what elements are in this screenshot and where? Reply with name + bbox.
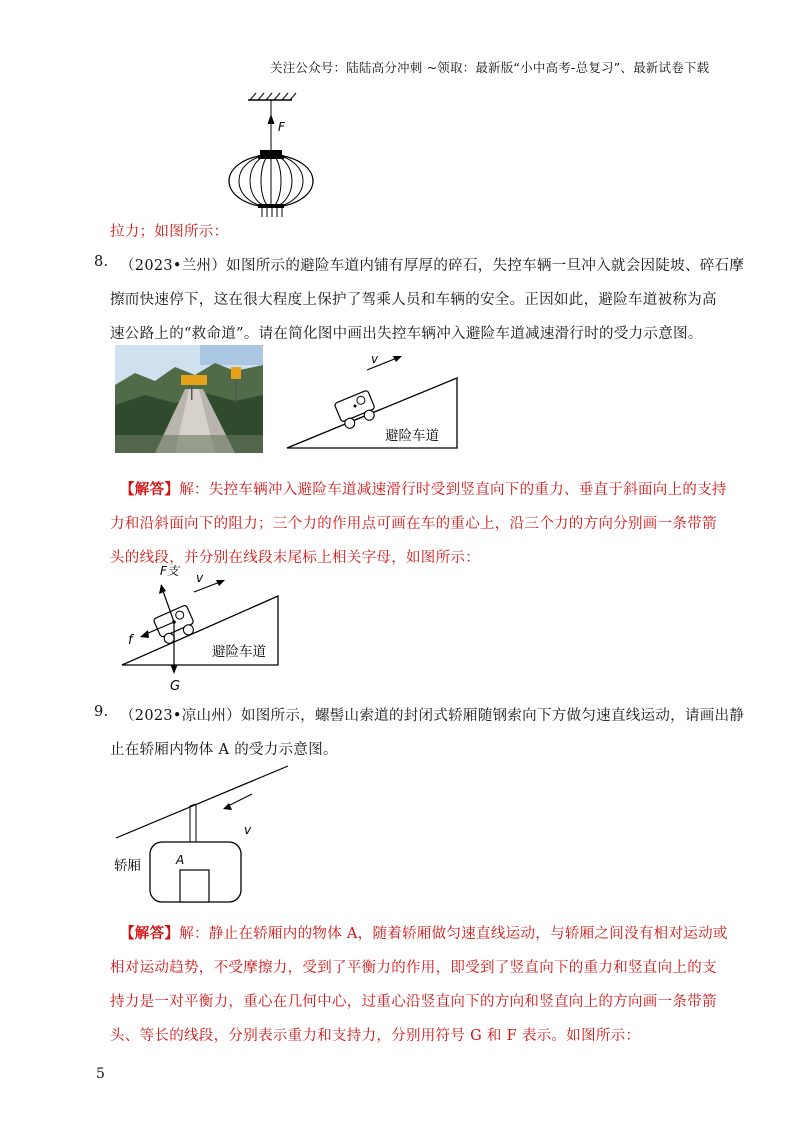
lantern-figure: [222, 92, 322, 217]
friction-label: f: [128, 633, 133, 648]
q9-answer-line-3: 持力是一对平衡力，重心在几何中心，过重心沿竖直向下的方向和竖直向上的方向画一条带箭: [110, 994, 717, 1010]
gravity-arrow-icon: [171, 665, 178, 674]
q8-ramp-diagram: [285, 350, 465, 450]
q7-answer-text: 拉力；如图所示：: [110, 224, 229, 240]
q8-line-3: 速公路上的“救命道”。请在简化图中画出失控车辆冲入避险车道减速滑行时的受力示意图。: [110, 326, 703, 342]
answer-tag: 【解答】: [120, 925, 180, 942]
q9-answer-line-4: 头、等长的线段，分别表示重力和支持力，分别用符号 G 和 F 表示。如图所示：: [110, 1028, 641, 1044]
escape-ramp-photo: [115, 345, 263, 453]
q8-answer-line-1: 【解答】解：失控车辆冲入避险车道减速滑行时受到竖直向下的重力、垂直于斜面向上的支持: [120, 481, 727, 498]
page-number: 5: [96, 1066, 105, 1082]
force-arrow-icon: [268, 114, 275, 124]
q8-line-1: （2023•兰州）如图所示的避险车道内铺有厚厚的碎石，失控车辆一旦冲入就会因陡坡、碎石摩: [120, 258, 745, 274]
q9-cable-car-diagram: [110, 762, 290, 910]
q9-number: 9.: [94, 704, 109, 720]
velocity-label: v: [196, 571, 204, 585]
ramp-label: 避险车道: [385, 428, 439, 444]
q9-line-2: 止在轿厢内物体 A 的受力示意图。: [110, 742, 338, 758]
velocity-label: v: [244, 823, 252, 837]
q8-answer-line-3: 头的线段，并分别在线段末尾标上相关字母，如图所示：: [110, 550, 480, 566]
ramp-label: 避险车道: [212, 644, 266, 660]
object-label: A: [176, 853, 185, 867]
q8-line-2: 擦而快速停下，这在很大程度上保护了驾乘人员和车辆的安全。正因如此，避险车道被称为高: [110, 292, 717, 308]
support-force-label: F支: [160, 564, 179, 578]
support-force-arrow-icon: [159, 584, 166, 594]
gravity-label: G: [170, 679, 181, 694]
cabin-label: 轿厢: [114, 858, 141, 874]
answer-tag: 【解答】: [120, 481, 180, 498]
friction-arrow-icon: [140, 630, 149, 638]
velocity-arrow-icon: [223, 803, 232, 810]
page-header: 关注公众号：陆陆高分冲刺 ~领取：最新版“小中高考-总复习”、最新试卷下载: [270, 60, 710, 75]
q8-force-diagram: [120, 560, 290, 700]
q8-number: 8.: [94, 254, 109, 270]
q9-answer-line-2: 相对运动趋势，不受摩擦力，受到了平衡力的作用，即受到了竖直向下的重力和竖直向上的支: [110, 960, 717, 976]
q9-line-1: （2023•凉山州）如图所示，螺髻山索道的封闭式轿厢随钢索向下方做匀速直线运动，请画出静: [120, 708, 745, 724]
q8-answer-line-2: 力和沿斜面向下的阻力；三个力的作用点可画在车的重心上，沿三个力的方向分别画一条带箭: [110, 516, 717, 532]
q9-answer-line-1: 【解答】解：静止在轿厢内的物体 A，随着轿厢做匀速直线运动，与轿厢之间没有相对运动或: [120, 925, 728, 942]
velocity-label: v: [371, 352, 379, 366]
force-label: F: [278, 120, 285, 134]
